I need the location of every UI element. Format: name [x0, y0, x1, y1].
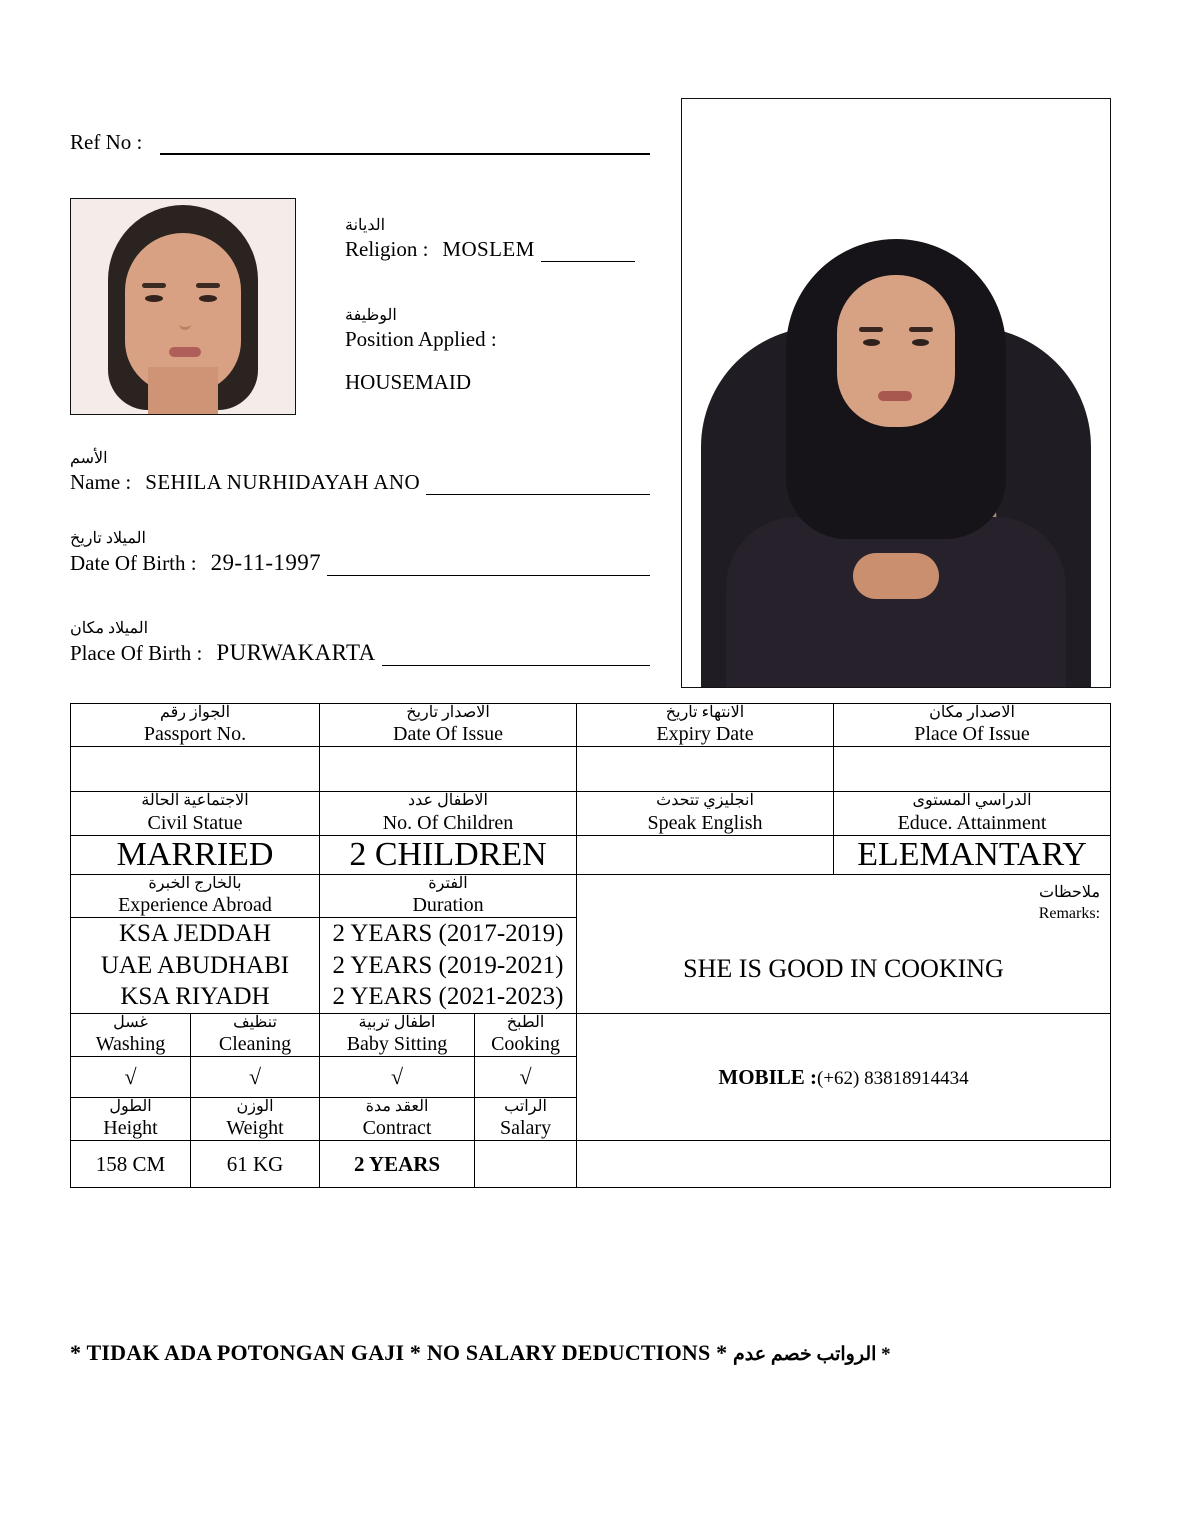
date-of-issue-header-ar: الاصدار تاريخ: [406, 704, 490, 721]
salary-header-ar: الراتب: [504, 1098, 547, 1116]
eye-right-large: [912, 339, 929, 346]
religion-field: [345, 215, 635, 262]
children-header-ar: الاطفال عدد: [408, 792, 488, 810]
baby-sitting-header: [320, 1013, 475, 1056]
weight-header: [191, 1098, 320, 1141]
children-header: [320, 792, 577, 835]
baby-sitting-header-en: Baby Sitting: [346, 1033, 448, 1056]
pob-value: PURWAKARTA: [216, 640, 376, 665]
table-row-experience-headers: [71, 874, 1111, 917]
ref-no-field: [70, 130, 650, 155]
religion-value: MOSLEM: [442, 237, 535, 261]
remarks-cell: [577, 874, 1111, 1013]
eye-left-large: [863, 339, 880, 346]
experience-abroad-value: [71, 918, 320, 1014]
expiry-date-value: [577, 747, 834, 792]
experience-abroad-header-ar: بالخارج الخبرة: [148, 874, 242, 892]
pob-rule: [382, 662, 650, 666]
eyebrow-right-large: [909, 327, 933, 332]
religion-label-arabic: الديانة: [345, 217, 386, 234]
contract-header-ar: العقد مدة: [365, 1098, 429, 1116]
weight-header-en: Weight: [226, 1117, 284, 1140]
place-of-birth-field: [70, 618, 650, 666]
height-header: [71, 1098, 191, 1141]
applicant-data-table: [70, 703, 1111, 1188]
duration-line: 2 YEARS (2019-2021): [332, 951, 564, 979]
place-of-issue-header-en: Place Of Issue: [914, 723, 1030, 746]
weight-value: 61 KG: [191, 1141, 320, 1188]
portrait-illustration: [71, 199, 295, 414]
cooking-header: [475, 1013, 577, 1056]
education-header-ar: الدراسي المستوى: [912, 792, 1032, 810]
measures-empty-cell: [577, 1141, 1111, 1188]
remarks-label-arabic: ملاحظات: [1038, 883, 1101, 901]
place-of-issue-value: [834, 747, 1111, 792]
eye-right: [199, 295, 217, 302]
contract-value: 2 YEARS: [320, 1141, 475, 1188]
cleaning-header-ar: تنظيف: [233, 1013, 277, 1031]
remarks-value: SHE IS GOOD IN COOKING: [683, 953, 1004, 983]
experience-abroad-line: KSA RIYADH: [120, 983, 270, 1011]
passport-no-value: [71, 747, 320, 792]
education-header: [834, 792, 1111, 835]
eyebrow-right: [196, 283, 220, 288]
name-value: SEHILA NURHIDAYAH ANO: [145, 470, 421, 494]
hands-shape: [853, 553, 939, 599]
children-value: 2 CHILDREN: [320, 835, 577, 874]
cooking-header-en: Cooking: [491, 1033, 560, 1056]
ref-no-label: Ref No :: [70, 130, 143, 154]
applicant-photo-small: [70, 198, 296, 415]
date-of-issue-header: [320, 704, 577, 747]
arms-shape: [726, 517, 1066, 687]
baby-sitting-mark: √: [320, 1057, 475, 1098]
speak-english-header-en: Speak English: [647, 811, 763, 834]
place-of-issue-header-ar: الاصدار مكان: [929, 704, 1015, 721]
date-of-birth-field: [70, 528, 650, 576]
expiry-date-header: [577, 704, 834, 747]
table-row-passport-values: [71, 747, 1111, 792]
footer-text: * TIDAK ADA POTONGAN GAJI * NO SALARY DEDUCTIONS *: [70, 1340, 728, 1365]
experience-abroad-line: UAE ABUDHABI: [100, 951, 290, 979]
dob-label-arabic: الميلاد تاريخ: [70, 530, 146, 547]
contract-header-en: Contract: [362, 1117, 432, 1140]
neck-shape: [148, 367, 218, 415]
contract-header: [320, 1098, 475, 1141]
date-of-issue-value: [320, 747, 577, 792]
washing-header: [71, 1013, 191, 1056]
salary-value: [475, 1141, 577, 1188]
duration-line: 2 YEARS (2017-2019): [332, 920, 564, 948]
dob-label: Date Of Birth :: [70, 551, 197, 575]
eyebrow-left-large: [859, 327, 883, 332]
duration-header: [320, 874, 577, 917]
pob-label: Place Of Birth :: [70, 641, 203, 665]
eye-left: [145, 295, 163, 302]
experience-abroad-line: KSA JEDDAH: [118, 920, 272, 948]
place-of-issue-header: [834, 704, 1111, 747]
expiry-date-header-ar: الانتهاء تاريخ: [665, 704, 745, 721]
name-label: Name :: [70, 470, 132, 494]
experience-abroad-header: [71, 874, 320, 917]
washing-header-ar: غسل: [113, 1013, 148, 1031]
experience-abroad-header-en: Experience Abroad: [118, 894, 272, 917]
table-row-measures-values: [71, 1141, 1111, 1188]
cooking-mark: √: [475, 1057, 577, 1098]
footer-note: [70, 1340, 1110, 1366]
baby-sitting-header-ar: اطفال تربية: [358, 1013, 436, 1031]
duration-value: [320, 918, 577, 1014]
religion-label: Religion :: [345, 237, 429, 261]
remarks-label: :Remarks: [1038, 904, 1101, 922]
education-value: ELEMANTARY: [834, 835, 1111, 874]
ref-no-rule: [160, 137, 650, 155]
passport-no-header: [71, 704, 320, 747]
dob-rule: [327, 572, 650, 576]
applicant-photo-large: [681, 98, 1111, 688]
table-row-skills-headers: [71, 1013, 1111, 1056]
cleaning-header-en: Cleaning: [218, 1033, 292, 1056]
washing-header-en: Washing: [95, 1033, 166, 1056]
washing-mark: √: [71, 1057, 191, 1098]
civil-status-header: [71, 792, 320, 835]
speak-english-value: [577, 835, 834, 874]
expiry-date-header-en: Expiry Date: [656, 723, 754, 746]
cleaning-mark: √: [191, 1057, 320, 1098]
height-header-en: Height: [103, 1117, 158, 1140]
children-header-en: No. Of Children: [382, 811, 514, 834]
mobile-cell: [577, 1013, 1111, 1141]
dob-value: 29-11-1997: [210, 550, 322, 575]
mouth-shape-large: [878, 391, 912, 401]
civil-status-header-en: Civil Statue: [147, 811, 243, 834]
salary-header-en: Salary: [499, 1117, 552, 1140]
cooking-header-ar: الطبخ: [506, 1013, 545, 1031]
name-rule: [426, 491, 650, 495]
name-field: [70, 448, 650, 495]
eyebrow-left: [142, 283, 166, 288]
cleaning-header: [191, 1013, 320, 1056]
height-value: 158 CM: [71, 1141, 191, 1188]
face-shape-large: [837, 275, 955, 427]
position-field: [345, 305, 635, 395]
nose-shape: [179, 309, 191, 330]
duration-header-ar: الفترة: [428, 874, 468, 892]
passport-no-header-ar: الجواز رقم: [159, 704, 231, 721]
position-label-arabic: الوظيفة: [345, 307, 397, 324]
education-header-en: Educe. Attainment: [897, 811, 1047, 834]
table-row-personal-headers: [71, 792, 1111, 835]
position-label: Position Applied :: [345, 327, 497, 351]
civil-status-header-ar: الاجتماعية الحالة: [141, 792, 249, 810]
table-row-personal-values: [71, 835, 1111, 874]
table-row-passport-headers: [71, 704, 1111, 747]
speak-english-header-ar: انجليزي تتحدث: [656, 792, 754, 810]
duration-line: 2 YEARS (2021-2023): [332, 983, 564, 1011]
mobile-value: (+62) 83818914434: [817, 1067, 969, 1089]
duration-header-en: Duration: [412, 894, 484, 917]
footer-text-arabic: الرواتب خصم عدم *: [733, 1344, 891, 1365]
religion-rule: [541, 258, 635, 262]
passport-no-header-en: Passport No.: [143, 723, 247, 746]
height-header-ar: الطول: [109, 1098, 152, 1116]
speak-english-header: [577, 792, 834, 835]
mouth-shape: [169, 347, 201, 357]
pob-label-arabic: الميلاد مكان: [70, 620, 149, 637]
civil-status-value: MARRIED: [71, 835, 320, 874]
weight-header-ar: الوزن: [236, 1098, 274, 1116]
position-value: HOUSEMAID: [345, 370, 471, 394]
name-label-arabic: الأسم: [70, 450, 108, 467]
mobile-label: MOBILE :: [718, 1064, 817, 1089]
salary-header: [475, 1098, 577, 1141]
date-of-issue-header-en: Date Of Issue: [393, 723, 503, 746]
